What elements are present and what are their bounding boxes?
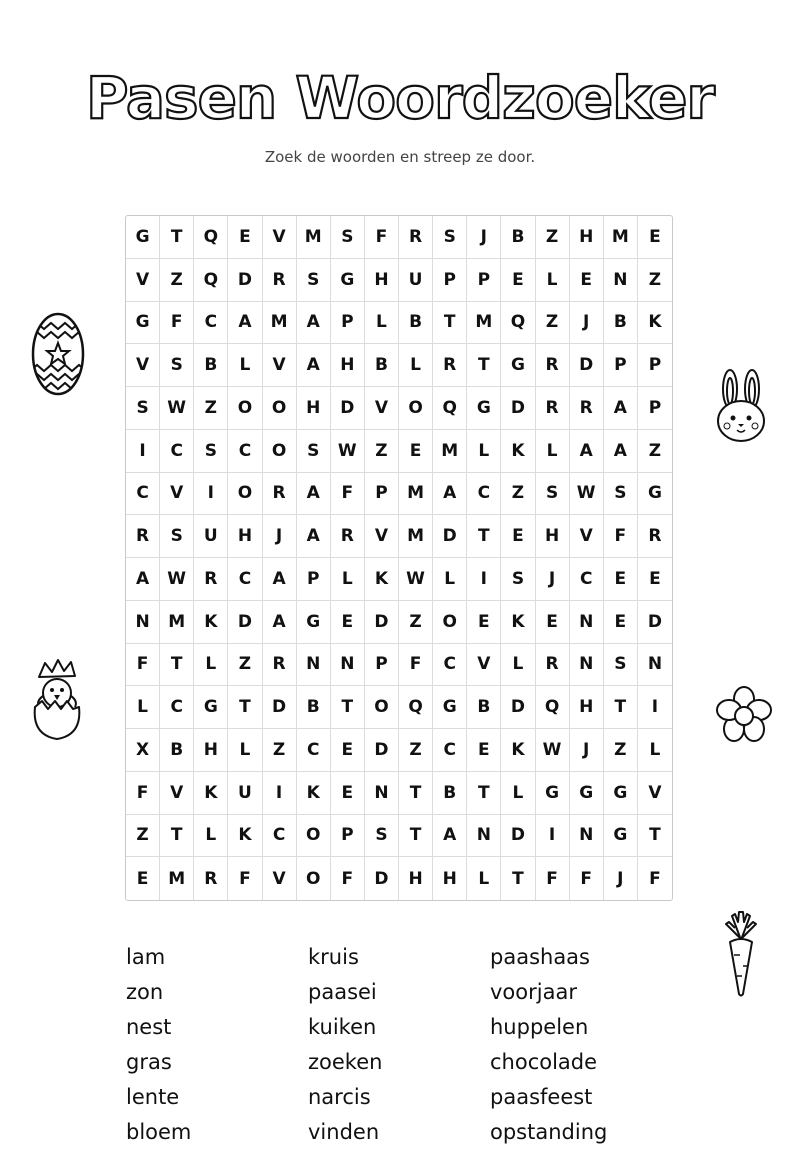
grid-cell[interactable]: L [467, 857, 501, 900]
grid-cell[interactable]: W [331, 430, 365, 473]
grid-cell[interactable]: S [536, 473, 570, 516]
grid-cell[interactable]: F [536, 857, 570, 900]
grid-cell[interactable]: K [297, 772, 331, 815]
grid-cell[interactable]: B [160, 729, 194, 772]
grid-cell[interactable]: K [365, 558, 399, 601]
grid-cell[interactable]: R [263, 644, 297, 687]
grid-cell[interactable]: H [228, 515, 262, 558]
grid-cell[interactable]: S [297, 259, 331, 302]
grid-cell[interactable]: Z [501, 473, 535, 516]
grid-cell[interactable]: T [160, 644, 194, 687]
grid-cell[interactable]: E [126, 857, 160, 900]
grid-cell[interactable]: K [194, 772, 228, 815]
grid-cell[interactable]: Q [433, 387, 467, 430]
grid-cell[interactable]: P [433, 259, 467, 302]
grid-cell[interactable]: E [399, 430, 433, 473]
grid-cell[interactable]: S [433, 216, 467, 259]
grid-cell[interactable]: J [570, 302, 604, 345]
word-list-column-1 [126, 940, 191, 1150]
grid-cell[interactable]: L [365, 302, 399, 345]
grid-cell[interactable]: M [604, 216, 638, 259]
grid-cell[interactable]: G [638, 473, 672, 516]
grid-cell[interactable]: V [160, 772, 194, 815]
grid-cell[interactable]: F [160, 302, 194, 345]
grid-cell[interactable]: T [467, 772, 501, 815]
grid-cell[interactable]: K [228, 815, 262, 858]
grid-cell[interactable]: O [365, 686, 399, 729]
grid-cell[interactable]: B [399, 302, 433, 345]
grid-cell[interactable]: P [331, 302, 365, 345]
grid-cell[interactable]: N [365, 772, 399, 815]
grid-cell[interactable]: F [228, 857, 262, 900]
grid-cell[interactable]: O [297, 815, 331, 858]
grid-cell[interactable]: G [297, 601, 331, 644]
grid-cell[interactable]: T [399, 815, 433, 858]
grid-cell[interactable]: A [433, 815, 467, 858]
word-list-column-3 [490, 940, 607, 1150]
grid-cell[interactable]: M [160, 857, 194, 900]
grid-cell[interactable]: R [263, 473, 297, 516]
grid-cell[interactable]: I [638, 686, 672, 729]
grid-cell[interactable]: H [570, 686, 604, 729]
word-list-item: gras [126, 1050, 172, 1074]
grid-cell[interactable]: S [160, 344, 194, 387]
grid-cell[interactable]: A [263, 558, 297, 601]
grid-cell[interactable]: J [263, 515, 297, 558]
grid-cell[interactable]: E [228, 216, 262, 259]
grid-cell[interactable]: E [638, 558, 672, 601]
bunny-icon [712, 369, 770, 443]
grid-cell[interactable]: F [126, 772, 160, 815]
grid-cell[interactable]: E [638, 216, 672, 259]
grid-cell[interactable]: H [433, 857, 467, 900]
grid-cell[interactable]: A [433, 473, 467, 516]
word-list-item: kruis [308, 945, 359, 969]
grid-cell[interactable]: S [331, 216, 365, 259]
grid-cell[interactable]: D [365, 857, 399, 900]
grid-cell[interactable]: Q [399, 686, 433, 729]
grid-cell[interactable]: H [365, 259, 399, 302]
grid-cell[interactable]: F [126, 644, 160, 687]
grid-cell[interactable]: I [263, 772, 297, 815]
grid-cell[interactable]: B [501, 216, 535, 259]
grid-cell[interactable]: P [638, 387, 672, 430]
easter-egg-icon [30, 311, 86, 397]
grid-cell[interactable]: M [297, 216, 331, 259]
grid-cell[interactable]: E [331, 729, 365, 772]
grid-cell[interactable]: P [467, 259, 501, 302]
grid-cell[interactable]: J [570, 729, 604, 772]
grid-cell[interactable]: S [126, 387, 160, 430]
grid-cell[interactable]: Z [399, 601, 433, 644]
grid-cell[interactable]: R [194, 558, 228, 601]
grid-cell[interactable]: W [160, 387, 194, 430]
grid-cell[interactable]: L [228, 344, 262, 387]
grid-cell[interactable]: I [194, 473, 228, 516]
grid-cell[interactable]: A [297, 344, 331, 387]
page-title: Pasen Woordzoeker [85, 64, 715, 132]
grid-cell[interactable]: F [649, 868, 661, 889]
grid-cell[interactable]: G [126, 216, 160, 259]
grid-cell[interactable]: T [604, 686, 638, 729]
grid-cell[interactable]: I [126, 430, 160, 473]
grid-cell[interactable]: Z [365, 430, 399, 473]
grid-cell[interactable]: V [126, 259, 160, 302]
grid-cell[interactable]: I [536, 815, 570, 858]
grid-cell[interactable]: Z [604, 729, 638, 772]
grid-cell[interactable]: W [570, 473, 604, 516]
grid-cell[interactable]: K [501, 601, 535, 644]
grid-cell[interactable]: G [604, 772, 638, 815]
word-list-item: vinden [308, 1120, 380, 1144]
grid-cell[interactable]: C [228, 430, 262, 473]
grid-cell[interactable]: G [570, 772, 604, 815]
grid-cell[interactable]: L [228, 729, 262, 772]
grid-cell[interactable]: D [228, 259, 262, 302]
grid-cell[interactable]: T [160, 815, 194, 858]
grid-cell[interactable]: O [263, 387, 297, 430]
grid-cell[interactable]: A [570, 430, 604, 473]
grid-cell[interactable]: L [194, 815, 228, 858]
grid-cell[interactable]: N [570, 815, 604, 858]
grid-cell[interactable]: D [433, 515, 467, 558]
grid-cell[interactable]: Q [501, 302, 535, 345]
grid-cell[interactable]: F [331, 857, 365, 900]
word-list-item: kuiken [308, 1015, 377, 1039]
grid-cell[interactable]: W [536, 729, 570, 772]
grid-cell[interactable]: A [297, 302, 331, 345]
grid-cell[interactable]: G [126, 302, 160, 345]
grid-cell[interactable]: E [331, 601, 365, 644]
word-list-item: nest [126, 1015, 172, 1039]
grid-cell[interactable]: R [536, 644, 570, 687]
grid-cell[interactable]: T [501, 857, 535, 900]
grid-cell[interactable]: P [297, 558, 331, 601]
grid-cell[interactable]: F [604, 515, 638, 558]
grid-cell[interactable]: J [536, 558, 570, 601]
grid-cell[interactable]: D [501, 815, 535, 858]
instructions: Zoek de woorden en streep ze door. [264, 148, 536, 166]
word-list-item: voorjaar [490, 980, 577, 1004]
word-search-grid [125, 215, 673, 901]
grid-cell[interactable]: P [365, 473, 399, 516]
word-list-item: paasfeest [490, 1085, 593, 1109]
grid-cell[interactable]: B [433, 772, 467, 815]
grid-cell[interactable]: V [467, 644, 501, 687]
grid-cell[interactable]: V [570, 515, 604, 558]
grid-cell[interactable]: B [604, 302, 638, 345]
grid-cell[interactable]: D [638, 601, 672, 644]
grid-cell[interactable]: V [126, 344, 160, 387]
word-list-item: lam [126, 945, 166, 969]
grid-cell[interactable]: P [331, 815, 365, 858]
grid-cell[interactable]: O [297, 857, 331, 900]
grid-cell[interactable]: J [604, 857, 638, 900]
grid-cell[interactable]: R [331, 515, 365, 558]
grid-cell[interactable]: C [433, 644, 467, 687]
grid-cell[interactable]: G [536, 772, 570, 815]
grid-cell[interactable]: N [604, 259, 638, 302]
grid-cell[interactable]: B [467, 686, 501, 729]
grid-cell[interactable]: A [228, 302, 262, 345]
word-list-item: opstanding [490, 1120, 608, 1144]
word-list-item: zon [126, 980, 164, 1004]
grid-cell[interactable]: M [160, 601, 194, 644]
grid-cell[interactable]: U [399, 259, 433, 302]
word-list-item: bloem [126, 1120, 192, 1144]
grid-cell[interactable]: L [501, 644, 535, 687]
grid-cell[interactable]: T [160, 216, 194, 259]
grid-cell[interactable]: S [365, 815, 399, 858]
grid-cell[interactable]: Z [194, 387, 228, 430]
grid-cell[interactable]: T [467, 344, 501, 387]
grid-cell[interactable]: H [570, 216, 604, 259]
grid-cell[interactable]: D [570, 344, 604, 387]
grid-cell[interactable]: C [194, 302, 228, 345]
word-list-item: chocolade [490, 1050, 598, 1074]
grid-cell[interactable]: L [467, 430, 501, 473]
grid-cell[interactable]: A [126, 558, 160, 601]
grid-cell[interactable]: E [604, 601, 638, 644]
grid-cell[interactable]: Z [638, 259, 672, 302]
grid-cell[interactable]: Z [638, 430, 672, 473]
grid-cell[interactable]: M [263, 302, 297, 345]
grid-cell[interactable]: K [501, 729, 535, 772]
grid-cell[interactable]: R [536, 344, 570, 387]
word-list-item: lente [126, 1085, 180, 1109]
grid-cell[interactable]: M [433, 430, 467, 473]
grid-cell[interactable]: T [433, 302, 467, 345]
grid-cell[interactable]: A [297, 515, 331, 558]
word-list-column-2 [308, 940, 382, 1150]
grid-cell[interactable]: G [433, 686, 467, 729]
grid-cell[interactable]: R [399, 216, 433, 259]
grid-cell[interactable]: M [467, 302, 501, 345]
grid-cell[interactable]: T [467, 515, 501, 558]
grid-cell[interactable]: W [160, 558, 194, 601]
grid-cell[interactable]: F [399, 644, 433, 687]
grid-cell[interactable]: T [331, 686, 365, 729]
flower-icon [716, 684, 772, 748]
grid-cell[interactable]: V [365, 387, 399, 430]
grid-cell[interactable]: R [126, 515, 160, 558]
grid-cell[interactable]: C [126, 473, 160, 516]
grid-cell[interactable]: F [570, 857, 604, 900]
grid-cell[interactable]: N [126, 601, 160, 644]
grid-cell[interactable]: A [604, 387, 638, 430]
grid-cell[interactable]: E [604, 558, 638, 601]
grid-cell[interactable]: R [194, 857, 228, 900]
grid-cell[interactable]: G [467, 387, 501, 430]
grid-cell[interactable]: E [467, 729, 501, 772]
grid-cell[interactable]: B [365, 344, 399, 387]
word-list-item: zoeken [308, 1050, 383, 1074]
grid-cell[interactable]: S [604, 473, 638, 516]
grid-cell[interactable]: I [467, 558, 501, 601]
grid-cell[interactable]: P [365, 644, 399, 687]
grid-cell[interactable]: P [604, 344, 638, 387]
grid-cell[interactable]: D [365, 729, 399, 772]
grid-cell[interactable]: E [536, 601, 570, 644]
grid-cell[interactable]: L [536, 259, 570, 302]
grid-cell[interactable]: Q [536, 686, 570, 729]
grid-cell[interactable]: U [228, 772, 262, 815]
grid-cell[interactable]: J [467, 216, 501, 259]
grid-cell[interactable]: R [263, 259, 297, 302]
word-list-item: narcis [308, 1085, 371, 1109]
grid-cell[interactable]: H [297, 387, 331, 430]
grid-cell[interactable]: N [570, 601, 604, 644]
grid-cell[interactable]: L [536, 430, 570, 473]
grid-cell[interactable]: N [467, 815, 501, 858]
grid-cell[interactable]: D [501, 387, 535, 430]
grid-cell[interactable]: T [638, 815, 672, 858]
grid-cell[interactable]: L [331, 558, 365, 601]
grid-cell[interactable]: L [638, 729, 672, 772]
grid-cell[interactable]: L [194, 644, 228, 687]
grid-cell[interactable]: Z [536, 216, 570, 259]
grid-cell[interactable]: O [399, 387, 433, 430]
grid-cell[interactable]: Z [126, 815, 160, 858]
grid-cell[interactable]: P [638, 344, 672, 387]
grid-cell[interactable]: Q [194, 259, 228, 302]
grid-cell[interactable]: Z [399, 729, 433, 772]
grid-cell[interactable]: M [399, 515, 433, 558]
grid-cell[interactable]: E [501, 259, 535, 302]
carrot-icon [720, 910, 762, 998]
grid-cell[interactable]: D [228, 601, 262, 644]
grid-cell[interactable]: L [433, 558, 467, 601]
grid-cell[interactable]: Z [263, 729, 297, 772]
grid-cell[interactable]: V [365, 515, 399, 558]
grid-cell[interactable]: F [365, 216, 399, 259]
grid-cell[interactable]: D [501, 686, 535, 729]
grid-cell[interactable]: C [160, 430, 194, 473]
grid-cell[interactable]: C [228, 558, 262, 601]
grid-cell[interactable]: S [297, 430, 331, 473]
grid-cell[interactable]: G [604, 815, 638, 858]
grid-cell[interactable]: W [399, 558, 433, 601]
grid-cell[interactable]: L [501, 772, 535, 815]
grid-cell[interactable]: G [501, 344, 535, 387]
grid-cell[interactable]: H [331, 344, 365, 387]
grid-cell[interactable]: H [399, 857, 433, 900]
grid-cell[interactable]: Z [536, 302, 570, 345]
grid-cell[interactable]: V [263, 344, 297, 387]
word-list-item: paashaas [490, 945, 590, 969]
grid-cell[interactable]: S [604, 644, 638, 687]
grid-cell[interactable]: V [263, 857, 297, 900]
grid-cell[interactable]: C [433, 729, 467, 772]
grid-cell[interactable]: K [501, 430, 535, 473]
grid-cell[interactable]: N [570, 644, 604, 687]
grid-cell[interactable]: E [331, 772, 365, 815]
grid-cell[interactable]: E [467, 601, 501, 644]
grid-cell[interactable]: A [263, 601, 297, 644]
grid-cell[interactable]: B [297, 686, 331, 729]
grid-cell[interactable]: Z [160, 259, 194, 302]
grid-cell[interactable]: H [194, 729, 228, 772]
grid-cell[interactable]: K [194, 601, 228, 644]
grid-cell[interactable]: H [536, 515, 570, 558]
grid-cell[interactable]: S [501, 558, 535, 601]
grid-cell[interactable]: Q [194, 216, 228, 259]
grid-cell[interactable]: T [228, 686, 262, 729]
grid-cell[interactable]: O [228, 473, 262, 516]
grid-cell[interactable]: N [331, 644, 365, 687]
grid-cell[interactable]: M [399, 473, 433, 516]
grid-cell[interactable]: L [399, 344, 433, 387]
grid-cell[interactable]: R [536, 387, 570, 430]
grid-cell[interactable]: C [263, 815, 297, 858]
grid-cell[interactable]: D [263, 686, 297, 729]
grid-cell[interactable]: C [160, 686, 194, 729]
grid-cell[interactable]: R [570, 387, 604, 430]
grid-cell[interactable]: D [365, 601, 399, 644]
grid-cell[interactable]: B [194, 344, 228, 387]
grid-cell[interactable]: S [194, 430, 228, 473]
grid-cell[interactable]: C [297, 729, 331, 772]
grid-cell[interactable]: N [297, 644, 331, 687]
grid-cell[interactable]: V [638, 772, 672, 815]
grid-cell[interactable]: S [160, 515, 194, 558]
grid-cell[interactable]: K [638, 302, 672, 345]
grid-cell[interactable]: V [263, 216, 297, 259]
grid-cell[interactable]: R [433, 344, 467, 387]
word-list-item: huppelen [490, 1015, 589, 1039]
grid-cell[interactable]: U [194, 515, 228, 558]
hatching-chick-icon [30, 655, 84, 741]
grid-cell[interactable]: E [501, 515, 535, 558]
grid-cell[interactable]: F [331, 473, 365, 516]
grid-cell[interactable]: T [399, 772, 433, 815]
grid-cell[interactable]: A [604, 430, 638, 473]
grid-cell[interactable]: O [433, 601, 467, 644]
grid-cell[interactable]: X [126, 729, 160, 772]
grid-cell[interactable]: D [331, 387, 365, 430]
grid-cell[interactable]: N [638, 644, 672, 687]
grid-cell[interactable]: L [126, 686, 160, 729]
grid-cell[interactable]: O [228, 387, 262, 430]
grid-cell[interactable]: G [331, 259, 365, 302]
grid-cell[interactable]: A [297, 473, 331, 516]
grid-cell[interactable]: O [263, 430, 297, 473]
grid-cell[interactable]: G [194, 686, 228, 729]
grid-cell[interactable]: C [467, 473, 501, 516]
grid-cell[interactable]: E [570, 259, 604, 302]
grid-cell[interactable]: Z [228, 644, 262, 687]
word-list-item: paasei [308, 980, 377, 1004]
grid-cell[interactable]: V [160, 473, 194, 516]
grid-cell[interactable]: C [570, 558, 604, 601]
grid-cell[interactable]: R [638, 515, 672, 558]
